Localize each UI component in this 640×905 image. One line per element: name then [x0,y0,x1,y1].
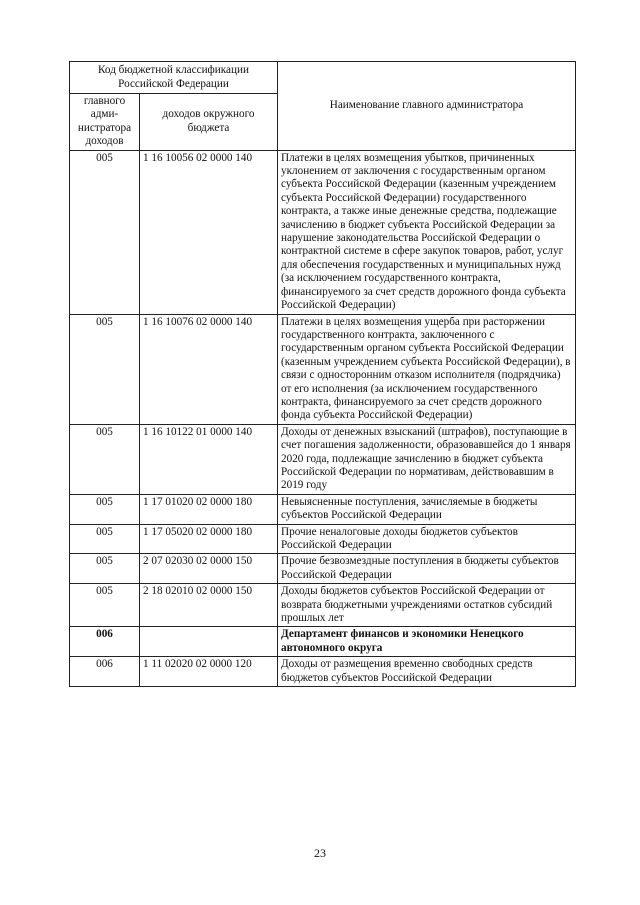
header-code-group: Код бюджетной классификации Российской Федерации [70,62,278,94]
table-row [70,554,576,584]
admin-name-cell: Прочие неналоговые доходы бюджетов субъектов Российской Федерации [278,524,576,554]
admin-code-cell: 005 [70,554,140,584]
table-row [70,494,576,524]
budget-classification-table [69,61,576,687]
table-header-row [70,62,576,94]
department-row [70,627,576,657]
admin-name-cell: Департамент финансов и экономики Ненецкого автономного округа [278,627,576,657]
table-row [70,657,576,687]
table-row [70,150,576,314]
header-chief-admin: главного адми-нистратора доходов [70,94,140,151]
income-code-cell: 1 16 10076 02 0000 140 [140,314,278,424]
admin-name-cell: Доходы бюджетов субъектов Российской Федерации от возврата бюджетными учреждениями остатков субсидий прошлых лет [278,584,576,627]
header-district-income: доходов окружного бюджета [140,94,278,151]
table-row [70,584,576,627]
income-code-cell: 1 17 05020 02 0000 180 [140,524,278,554]
admin-name-cell: Прочие безвозмездные поступления в бюджеты субъектов Российской Федерации [278,554,576,584]
admin-code-cell: 005 [70,524,140,554]
table-row [70,524,576,554]
page-number: 23 [314,846,326,860]
header-admin-name: Наименование главного администратора [278,62,576,151]
income-code-cell: 1 17 01020 02 0000 180 [140,494,278,524]
income-code-cell: 1 16 10056 02 0000 140 [140,150,278,314]
admin-code-cell: 005 [70,494,140,524]
income-code-cell: 1 11 02020 02 0000 120 [140,657,278,687]
income-code-cell: 2 18 02010 02 0000 150 [140,584,278,627]
admin-code-cell: 005 [70,424,140,494]
admin-name-cell: Доходы от размещения временно свободных средств бюджетов субъектов Российской Федерации [278,657,576,687]
admin-name-cell: Платежи в целях возмещения ущерба при расторжении государственного контракта, заключенного с государственным органом субъекта Российской Федерации (казенным учреждением субъекта Российской Федерации), в связи с односторонним отказом исполнителя (подрядчика) от его исполнения (за исключением государственного контракта, финансируемого за счет средств дорожного фонда субъекта Российской Федерации) [278,314,576,424]
admin-code-cell: 005 [70,584,140,627]
table-row [70,314,576,424]
admin-code-cell: 006 [70,627,140,657]
admin-name-cell: Платежи в целях возмещения убытков, причиненных уклонением от заключения с государственным органом субъекта Российской Федерации (казенным учреждением субъекта Российской Федерации) государственного контракта, а также иные денежные средства, подлежащие зачислению в бюджет субъекта Российской Федерации за нарушение законодательства Российской Федерации о контрактной системе в сфере закупок товаров, работ, услуг для обеспечения государственных и муниципальных нужд (за исключением государственного контракта, финансируемого за счет средств дорожного фонда субъекта Российской Федерации) [278,150,576,314]
admin-code-cell: 005 [70,150,140,314]
admin-code-cell: 006 [70,657,140,687]
admin-name-cell: Невыясненные поступления, зачисляемые в бюджеты субъектов Российской Федерации [278,494,576,524]
table-body [70,150,576,686]
admin-code-cell: 005 [70,314,140,424]
admin-name-cell: Доходы от денежных взысканий (штрафов), поступающие в счет погашения задолженности, образовавшейся до 1 января 2020 года, подлежащие зачислению в бюджет субъекта Российской Федерации по нормативам, действовавшим в 2019 году [278,424,576,494]
income-code-cell: 1 16 10122 01 0000 140 [140,424,278,494]
table-row [70,424,576,494]
income-code-cell: 2 07 02030 02 0000 150 [140,554,278,584]
income-code-cell [140,627,278,657]
